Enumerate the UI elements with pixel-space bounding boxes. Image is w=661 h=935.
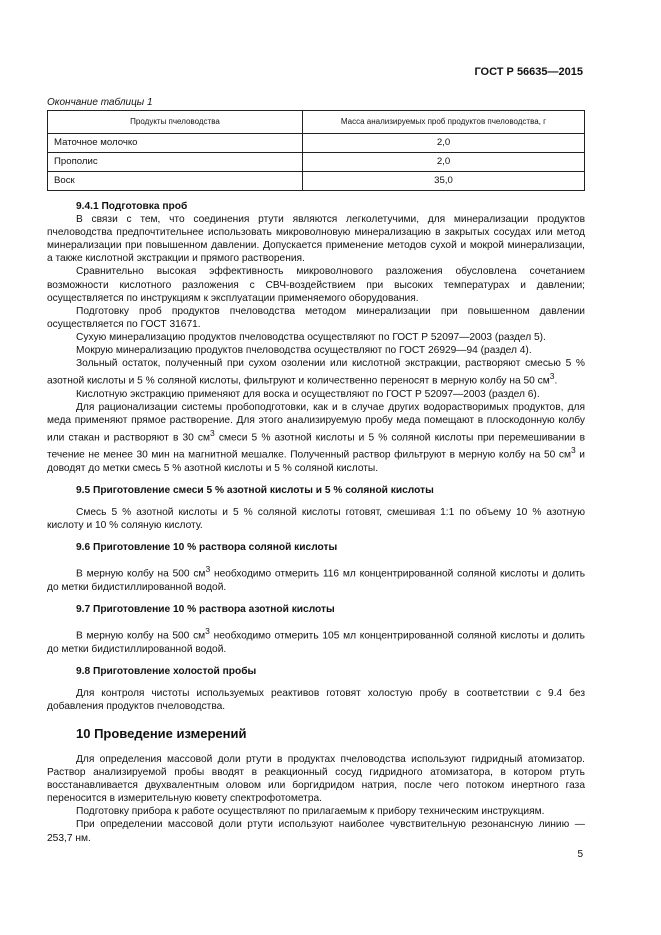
section-heading-9-4-1: 9.4.1 Подготовка проб	[76, 201, 188, 212]
column-header-mass: Масса анализируемых проб продуктов пчеловодства, г	[303, 111, 585, 134]
text-run: .	[554, 375, 558, 387]
superscript: 3	[210, 427, 215, 438]
paragraph: Сравнительно высокая эффективность микроволнового разложения обусловлена сочетанием возможности кислотного разложения с СВЧ-воздействием при высоких температурах и давлении; осуществляется по инструкциям к эксплуатации применяемого оборудования.	[47, 266, 585, 304]
paragraph: Мокрую минерализацию продуктов пчеловодства осуществляют по ГОСТ 26929—94 (раздел 4).	[76, 345, 532, 357]
paragraph: При определении массовой доли ртути используют наиболее чувствительную резонансную линию — 253,7 нм.	[47, 819, 585, 844]
section-heading-9-5: 9.5 Приготовление смеси 5 % азотной кислоты и 5 % соляной кислоты	[76, 485, 434, 497]
page-number: 5	[577, 849, 583, 860]
product-cell: Маточное молочко	[48, 134, 303, 153]
text-run: смеси 5 % азотной кислоты и 5 % соляной кислоты при перемешивании в течение не менее 30 мин на магнитной мешалке. Полученный раствор фильтруют в мерную колбу на 50 см	[47, 432, 585, 461]
paragraph: Для определения массовой доли ртути в продуктах пчеловодства используют гидридный атомизатор. Раствор анализируемой пробы вводят в реакционный сосуд гидридного атомизатора, в котором ртуть восстанавливается двухвалентным оловом или боргидридом натрия, после чего потоком инертного газа переносится в измерительную кювету спектрофотометра.	[47, 753, 585, 805]
paragraph	[47, 625, 585, 656]
table-row	[48, 134, 585, 153]
text-run: необходимо отмерить 105 мл концентрированной соляной кислоты и долить до метки бидистиллированной водой.	[47, 630, 585, 655]
paragraph	[47, 563, 585, 594]
paragraph: В связи с тем, что соединения ртути являются легколетучими, для минерализации продуктов пчеловодства предпочтительнее использовать микроволновую минерализацию в закрытых сосудах или метод минерализации при повышенном давлении. Допускается применение методов сухой и мокрой минерализации, а также кислотной экстракции и прямого растворения.	[47, 214, 585, 265]
text-run: В мерную колбу на 500 см	[76, 630, 206, 642]
paragraph: Смесь 5 % азотной кислоты и 5 % соляной кислоты готовят, смешивая 1:1 по объему 10 % азотную кислоту и 10 % соляную кислоту.	[47, 507, 585, 532]
mass-cell: 2,0	[303, 134, 585, 153]
table-caption: Окончание таблицы 1	[47, 97, 153, 108]
column-header-product: Продукты пчеловодства	[48, 111, 303, 134]
table-header-row	[48, 111, 585, 134]
section-heading-9-7: 9.7 Приготовление 10 % раствора азотной кислоты	[76, 604, 335, 615]
table-row	[48, 153, 585, 172]
text-run: Зольный остаток, полученный при сухом озолении или кислотной экстракции, растворяют смесью 5 % азотной кислоты и 5 % соляной кислоты, фильтруют и количественно переносят в мерную колбу на 50 см	[47, 358, 585, 387]
standard-code: ГОСТ Р 56635—2015	[474, 66, 583, 78]
paragraph: Подготовку прибора к работе осуществляют по прилагаемым к прибору техническим инструкциям.	[76, 806, 545, 818]
document-body	[47, 200, 585, 845]
paragraph: Для контроля чистоты используемых реактивов готовят холостую пробу в соответствии с 9.4 без добавления продуктов пчеловодства.	[47, 687, 585, 712]
text-run: необходимо отмерить 116 мл концентрированной соляной кислоты и долить до метки бидистиллированной водой.	[47, 568, 585, 593]
mass-cell: 35,0	[303, 172, 585, 191]
paragraph: Подготовку проб продуктов пчеловодства методом минерализации при повышенном давлении осуществляется по ГОСТ 31671.	[47, 305, 585, 330]
section-heading-10: 10 Проведение измерений	[76, 725, 247, 741]
text-run: и доводят до метки смесь 5 % азотной кислоты и 5 % соляной кислоты.	[47, 449, 586, 474]
product-cell: Воск	[48, 172, 303, 191]
superscript: 3	[205, 626, 210, 637]
paragraph: Кислотную экстракцию применяют для воска и осуществляют по ГОСТ Р 52097—2003 (раздел 6).	[76, 388, 540, 400]
superscript: 3	[205, 564, 211, 575]
superscript: 3	[571, 445, 576, 456]
paragraph	[47, 401, 585, 475]
section-heading-9-6: 9.6 Приготовление 10 % раствора соляной кислоты	[76, 542, 338, 554]
table-row	[48, 172, 585, 191]
paragraph: Сухую минерализацию продуктов пчеловодства осуществляют по ГОСТ Р 52097—2003 (раздел 5).	[76, 331, 546, 343]
product-cell: Прополис	[48, 153, 303, 172]
superscript: 3	[549, 371, 555, 382]
paragraph	[47, 357, 585, 388]
text-run: Для рационализации системы пробоподготовки, как и в случае других водорастворимых продуктов, для меда применяют прямое растворение. Для этого анализируемую пробу меда помещают в плоскодонную колбу или стакан и растворяют в 30 см	[47, 401, 585, 444]
text-run: В мерную колбу на 500 см	[76, 568, 206, 580]
section-heading-9-8: 9.8 Приготовление холостой пробы	[76, 665, 257, 677]
mass-cell: 2,0	[303, 153, 585, 172]
sample-mass-table	[47, 110, 585, 191]
